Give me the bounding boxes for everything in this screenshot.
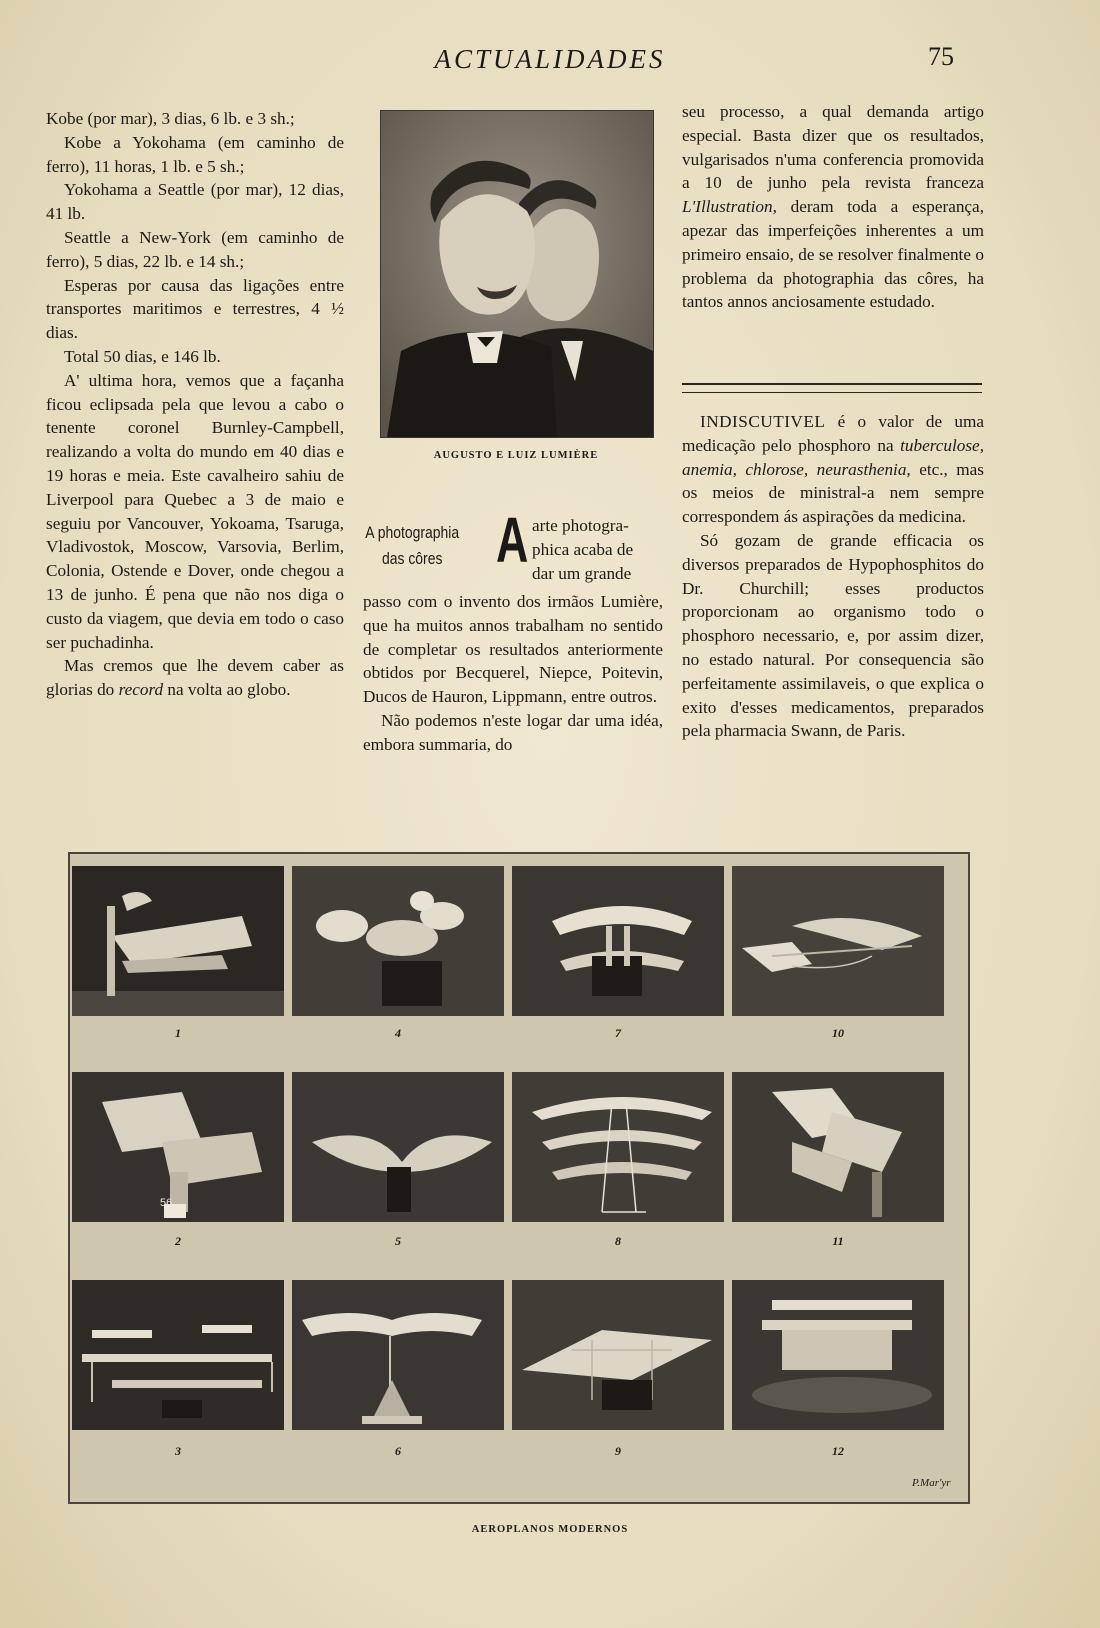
- itinerary-line: Seattle a New-York (em caminho de ferro), 5 dias, 22 lb. e 14 sh.;: [46, 227, 344, 271]
- text-run: Mas cremos que lhe devem caber as glorias do: [46, 656, 344, 700]
- advertisement-block: [682, 410, 984, 743]
- figure-number: 12: [832, 1444, 844, 1458]
- right-column: [682, 100, 984, 314]
- text-run: , deram toda a esperança, apezar das imperfeições inherentes a um primeiro ensaio, de se resolver finalmente o problema da photographia das côres, ha tantos annos anciosamente estudado.: [682, 197, 984, 312]
- figure-number: 3: [175, 1444, 181, 1458]
- aeroplane-photo-plate: [68, 852, 970, 1504]
- aeroplane-photo: [292, 1280, 504, 1430]
- figure-number: 1: [175, 1026, 181, 1040]
- aeroplane-photo: [72, 866, 284, 1016]
- figure-number: 10: [832, 1026, 844, 1040]
- article-paragraph: passo com o invento dos irmãos Lumière, que ha muitos annos trabalham no sentido de completar os resultados anteriormente obtidos por Becquerel, Niepce, Poitevin, Ducos de Hauron, Lippmann, entre outros.: [363, 592, 663, 707]
- model-number-tag: 56: [160, 1197, 173, 1209]
- article-paragraph: Não podemos n'este logar dar uma idéa, embora summaria, do: [363, 710, 663, 754]
- text-run: etc., mas os meios de ministral-a nem sempre correspondem ás aspirações da medicina.: [682, 459, 984, 527]
- aeroplane-photo: [72, 1280, 284, 1430]
- italic-text-run: record: [118, 680, 164, 700]
- ad-paragraph: Só gozam de grande efficacia os diversos preparados de Hypophosphitos do Dr. Churchill; esses productos proporcionam ao organismo todo o phosphoro necessario, e, por assim dizer, no estado natural. Por consequencia são perfeitamente assimilaveis, o que explica o exito d'esses medicamentos, preparados pela pharmacia Swann, de Paris.: [682, 530, 984, 741]
- aeroplane-photo: [732, 1280, 944, 1430]
- aeroplane-photo: [292, 1072, 504, 1222]
- figure-number: 8: [615, 1234, 621, 1248]
- itinerary-total: Total 50 dias, e 146 lb.: [64, 346, 221, 366]
- figure-number: 5: [395, 1234, 401, 1248]
- aeroplane-photo: [512, 866, 724, 1016]
- aeroplane-photo: [292, 866, 504, 1016]
- section-heading-line: A photographia: [365, 523, 460, 542]
- page-number: 75: [928, 42, 954, 71]
- left-column: [46, 107, 344, 702]
- figure-number: 9: [615, 1444, 621, 1458]
- figure-number: 6: [395, 1444, 401, 1458]
- running-title: ACTUALIDADES: [434, 44, 666, 74]
- lead-line: phica acaba de: [532, 540, 634, 559]
- figure-number: 7: [615, 1026, 621, 1040]
- text-run: é o valor de uma medicação pelo phosphoro na: [682, 412, 984, 455]
- itinerary-line: Kobe (por mar), 3 dias, 6 lb. e 3 sh.;: [46, 109, 295, 128]
- portrait-caption: AUGUSTO E LUIZ LUMIÈRE: [433, 450, 599, 461]
- aeroplane-photo: [512, 1280, 724, 1430]
- middle-column: [363, 590, 663, 757]
- plate-caption: AEROPLANOS MODERNOS: [471, 1524, 629, 1535]
- lead-line: dar um grande: [532, 564, 632, 583]
- artist-signature: P.Mar'yr: [912, 1477, 951, 1489]
- section-divider: [682, 383, 982, 393]
- article-paragraph: A' ultima hora, vemos que a façanha ficou eclipsada pela que levou a cabo o tenente coronel Burnley-Campbell, realizando a volta do mundo em 40 dias e 19 horas e meia. Este cavalheiro sahiu de Liverpool para Quebec a 3 de maio e seguiu por Vancouver, Yokoama, Tsaruga, Vladivostok, Moscow, Varsovia, Berlim, Colonia, Ostende e Dover, onde chegou a 13 de junho. É pena que não nos diga o custo da viagem, que devia em todo o caso ser puchadinha.: [46, 370, 344, 652]
- figure-number: 2: [175, 1234, 181, 1248]
- section-heading: [363, 520, 461, 572]
- figure-number: 4: [395, 1026, 401, 1040]
- italic-text-run: L'Illustration: [682, 197, 773, 217]
- article-lead: [532, 514, 663, 586]
- lumiere-brothers-portrait: [380, 110, 654, 438]
- lead-line: arte photogra-: [532, 516, 629, 535]
- article-paragraph: [682, 100, 984, 314]
- article-paragraph: [46, 654, 344, 702]
- figure-number: 11: [832, 1234, 844, 1248]
- italic-text-run: tuberculose, anemia, chlorose, neurasthenia,: [682, 435, 984, 479]
- aeroplane-photo: [732, 866, 944, 1016]
- ad-paragraph: [682, 410, 984, 529]
- aeroplane-photo: [72, 1072, 284, 1222]
- drop-cap: A: [496, 504, 529, 576]
- aeroplane-photo: [512, 1072, 724, 1222]
- itinerary-line: Esperas por causa das ligações entre transportes maritimos e terrestres, 4 ½ dias.: [46, 275, 344, 343]
- ad-keyword: INDISCUTIVEL: [700, 412, 826, 431]
- section-heading-line: das côres: [381, 549, 443, 568]
- aeroplane-photo: [732, 1072, 944, 1222]
- text-run: seu processo, a qual demanda artigo especial. Basta dizer que os resultados, vulgarisados n'uma conferencia promovida a 10 de junho pela revista franceza: [682, 102, 984, 193]
- text-run: na volta ao globo.: [163, 680, 291, 700]
- itinerary-line: Yokohama a Seattle (por mar), 12 dias, 41 lb.: [46, 180, 344, 224]
- itinerary-line: Kobe a Yokohama (em caminho de ferro), 11 horas, 1 lb. e 5 sh.;: [46, 132, 344, 176]
